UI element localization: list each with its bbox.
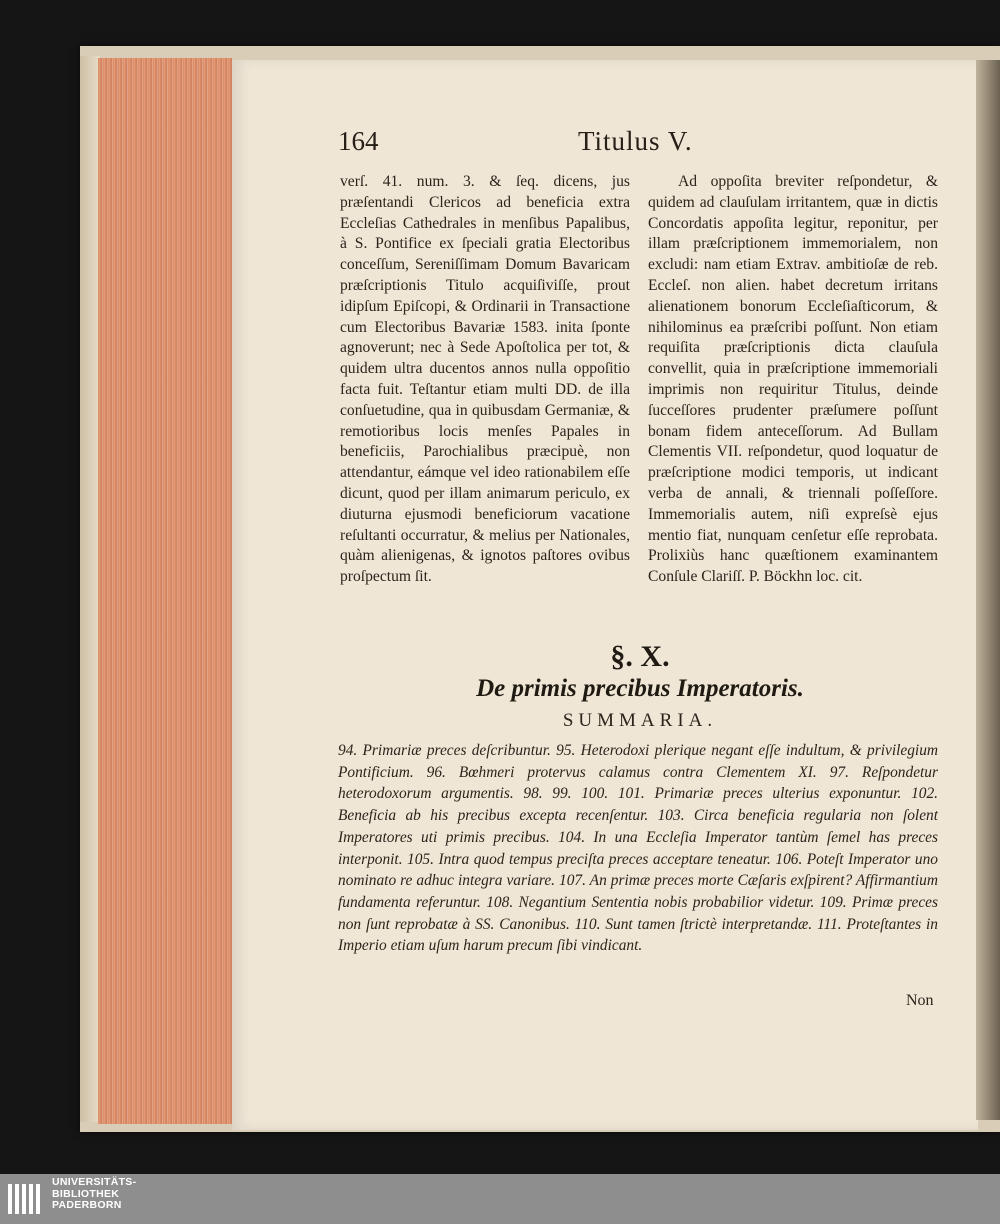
library-logo-icon <box>6 1180 44 1218</box>
logo-line-1: UNIVERSITÄTS- <box>52 1176 137 1188</box>
logo-line-3: PADERBORN <box>52 1199 122 1211</box>
right-column-text: Ad oppoſita breviter reſpondetur, & quidem ad clauſulam irritantem, quæ in dictis Concordatis appoſita legitur, reponitur, per illam præſcriptionem immemorialem, non excludi: nam etiam Extrav. ambitioſæ de reb. Eccleſ. non alien. habet decretum irritans alienationem bonorum Eccleſiaſticorum, & nihilominus ea præſcribi poſſunt. Non etiam requiſita præſcriptionis dicta clauſula convellit, quia in præſcriptione immemoriali imprimis non requiritur Titulus, deinde ſucceſſores prudenter præſumere poſſunt bonam fidem anteceſſorum. Ad Bullam Clementis VII. reſpondetur, quod loquatur de præſcriptione modici temporis, ut indicant verba de annali, & triennali poſſeſſore. Immemorialis autem, niſi expreſsè ejus mentio fiat, nunquam cenſetur eſſe reprobata. Prolixiùs hanc quæſtionem examinantem Conſule Clariſſ. P. Böckhn loc. cit. <box>648 173 938 586</box>
summary-text: 94. Primariæ preces deſcribuntur. 95. Heterodoxi plerique negant eſſe indultum, & privilegium Pontificium. 96. Bœhmeri protervus calamus contra Clementem XI. 97. Reſpondetur heterodoxorum argumentis. 98. 99. 100. 101. Primariæ preces ulterius exponuntur. 102. Beneficia ab his precibus excepta recenſentur. 103. Circa beneficia regularia non ſolent Imperatores uti primis precibus. 104. In una Eccleſia Imperator tantùm ſemel has preces interponit. 105. Intra quod tempus preciſta preces acceptare teneatur. 106. Poteſt Imperator uno nominato re adhuc integra variare. 107. An primæ preces morte Cæſaris exſpirent? Affirmantium fundamenta referuntur. 108. Negantium Sententia nobis probabilior videtur. 109. Primæ preces non ſunt reprobatæ à SS. Canonibus. 110. Sunt tamen ſtrictè interpretandæ. 111. Proteſtantes in Imperio etiam uſum harum precum ſibi vindicant. <box>338 742 938 955</box>
page-number: 164 <box>338 126 379 156</box>
left-column <box>340 172 630 588</box>
section-title: De primis precibus Imperatoris. <box>476 675 804 702</box>
right-column <box>648 172 938 588</box>
left-column-text: verſ. 41. num. 3. & ſeq. dicens, jus præſentandi Clericos ad beneficia extra Eccleſias Cathedrales in menſibus Papalibus, à S. Pontifice ex ſpeciali gratia Electoribus conceſſum, Sereniſſimam Domum Bavaricam præſcriptionis Titulo acquiſiviſſe, prout idipſum Epiſcopi, & Ordinarii in Transactione cum Electoribus Bavariæ 1583. inita ſponte agnoverunt; nec à Sede Apoſtolica per tot, & quidem ultra ducentos annos nulla oppoſitio facta fuit. Teſtantur etiam multi DD. de illa conſuetudine, qua in quibusdam Germaniæ, & remotioribus locis menſes Papales in beneficiis, Parochialibus præcipuè, non attendantur, eámque vel ideo rationabilem eſſe dicunt, quod per illam animarum periculo, ex diuturna ejusmodi beneficiorum vacatione reſultanti occurratur, & melius per Nationales, quàm alienigenas, & ignotos paſtores ovibus proſpectum ſit. <box>340 173 630 586</box>
running-title: Titulus V. <box>578 126 693 156</box>
page-edges <box>98 58 232 1124</box>
logo-line-2: BIBLIOTHEK <box>52 1187 120 1200</box>
summaria-heading: SUMMARIA. <box>562 710 718 731</box>
section-number: §. X. <box>610 640 670 673</box>
page-gutter-shadow <box>976 60 1000 1120</box>
library-logo-text <box>52 1177 252 1212</box>
catchword: Non <box>906 992 934 1009</box>
book-cover-edge <box>80 56 100 1122</box>
